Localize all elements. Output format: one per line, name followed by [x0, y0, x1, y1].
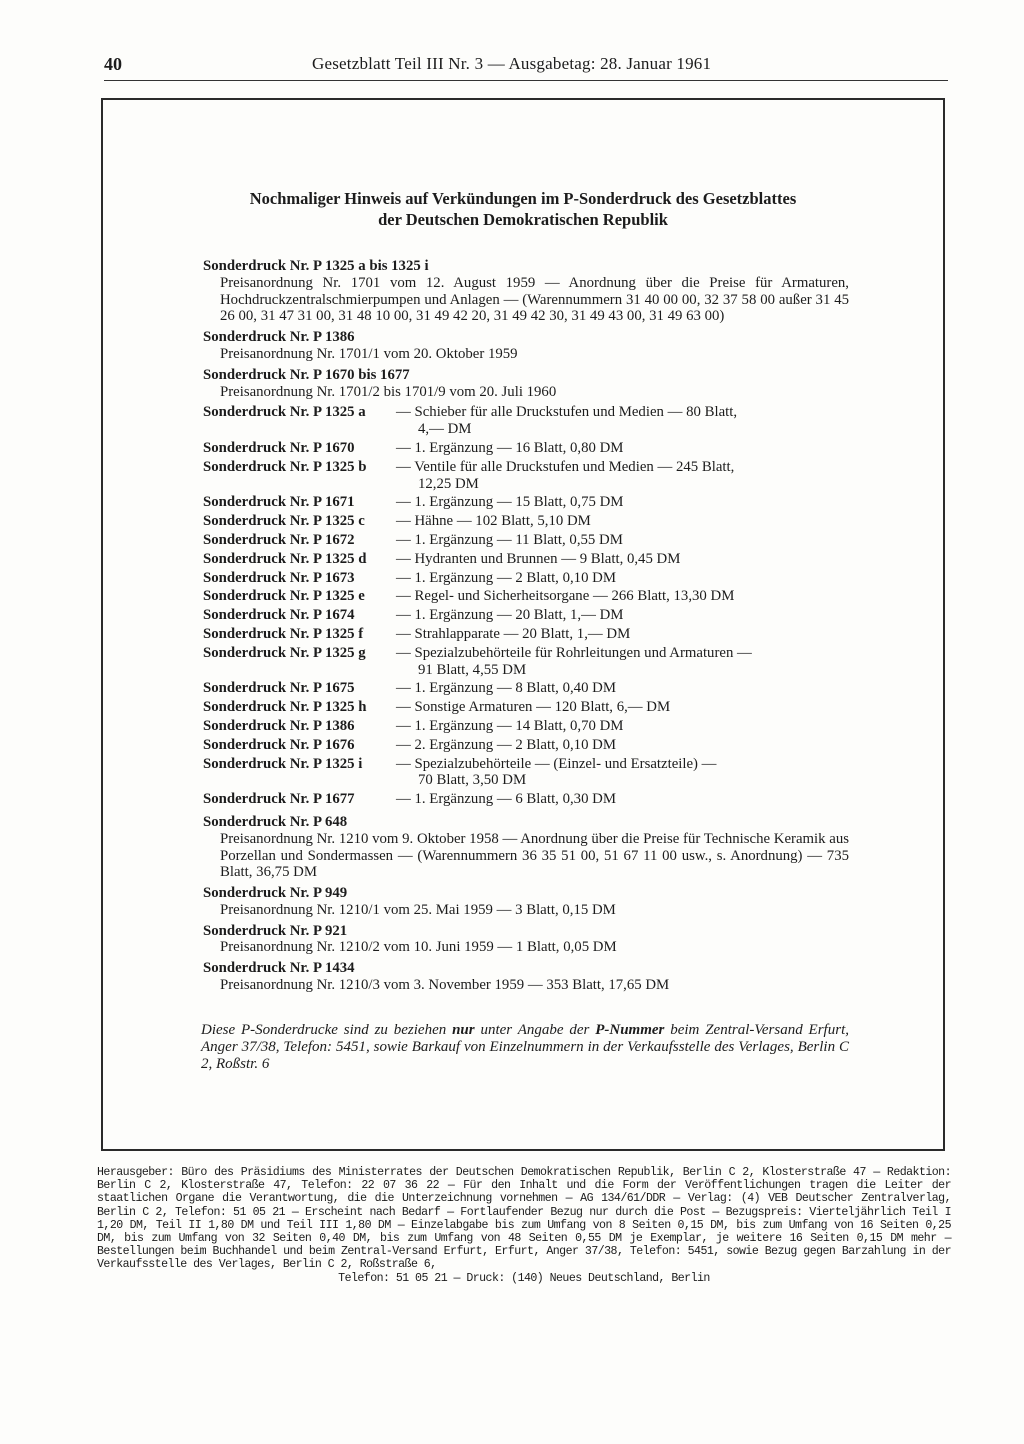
list-item — [203, 814, 849, 881]
list-row — [203, 699, 849, 716]
list-row — [203, 680, 849, 697]
sonderdruck-label: Sonderdruck Nr. P 1677 — [203, 791, 355, 808]
ordering-note-emphasis: nur — [452, 1022, 475, 1038]
sonderdruck-label: Sonderdruck Nr. P 1325 i — [203, 755, 363, 772]
list-row — [203, 440, 849, 457]
list-item — [203, 885, 849, 919]
sonderdruck-description: Preisanordnung Nr. 1701/1 vom 20. Oktober 1959 — [220, 345, 518, 362]
sonderdruck-label: Sonderdruck Nr. P 1670 bis 1677 — [203, 366, 410, 383]
row-text: — 1. Ergänzung — 8 Blatt, 0,40 DM — [396, 680, 617, 697]
sonderdruck-label: Sonderdruck Nr. P 1325 c — [203, 513, 365, 530]
row-continuation: 4,— DM — [418, 421, 472, 438]
list-item — [203, 367, 849, 401]
sonderdruck-label: Sonderdruck Nr. P 949 — [203, 885, 348, 902]
row-text: — Strahlapparate — 20 Blatt, 1,— DM — [396, 625, 631, 642]
sonderdruck-text — [396, 551, 849, 568]
row-text: — Hydranten und Brunnen — 9 Blatt, 0,45 DM — [396, 550, 681, 567]
sonderdruck-text — [396, 737, 849, 754]
sonderdruck-text — [396, 532, 849, 549]
ordering-note-text: unter Angabe der — [480, 1022, 590, 1038]
sonderdruck-text — [396, 588, 849, 605]
list-row — [203, 404, 849, 438]
sonderdruck-label: Sonderdruck Nr. P 1325 e — [203, 588, 365, 605]
list-item — [203, 329, 849, 363]
list-row — [203, 551, 849, 568]
row-text: — 1. Ergänzung — 6 Blatt, 0,30 DM — [396, 791, 617, 808]
row-text: — Schieber für alle Druckstufen und Medien — 80 Blatt, — [396, 404, 738, 421]
sonderdruck-description: Preisanordnung Nr. 1701 vom 12. August 1959 — Anordnung über die Preise für Armaturen, Hochdruckzentralschmierpumpen und Anlagen — (Warennummern 31 40 00 00, 32 37 58 00 außer 31 45 26 00, 31 47 31 00, 31 48 10 00, 31 49 42 20, 31 49 42 30, 31 49 43 00, 31 49 63 00) — [220, 274, 849, 325]
sonderdruck-text — [396, 680, 849, 697]
sonderdruck-text — [396, 513, 849, 530]
row-text: — Hähne — 102 Blatt, 5,10 DM — [396, 513, 591, 530]
ordering-note — [201, 1022, 849, 1073]
sonderdruck-label: Sonderdruck Nr. P 1673 — [203, 569, 355, 586]
page-header — [104, 51, 948, 77]
sonderdruck-description: Preisanordnung Nr. 1210/1 vom 25. Mai 1959 — 3 Blatt, 0,15 DM — [220, 901, 616, 918]
row-text: — Regel- und Sicherheitsorgane — 266 Blatt, 13,30 DM — [396, 588, 735, 605]
list-row — [203, 459, 849, 493]
sonderdruck-text — [396, 756, 849, 790]
list-row — [203, 645, 849, 679]
ordering-note-emphasis: P-Nummer — [595, 1022, 665, 1038]
sonderdruck-text — [396, 699, 849, 716]
sonderdruck-label: Sonderdruck Nr. P 1676 — [203, 736, 355, 753]
row-text: — 2. Ergänzung — 2 Blatt, 0,10 DM — [396, 736, 617, 753]
sonderdruck-text — [396, 494, 849, 511]
sonderdruck-label: Sonderdruck Nr. P 1325 d — [203, 550, 367, 567]
running-head: Gesetzblatt Teil III Nr. 3 — Ausgabetag: 28. Januar 1961 — [312, 54, 712, 73]
sonderdruck-text — [396, 404, 849, 438]
row-text: — 1. Ergänzung — 20 Blatt, 1,— DM — [396, 607, 624, 624]
page-number: 40 — [104, 54, 122, 74]
imprint-text: Herausgeber: Büro des Präsidiums des Ministerrates der Deutschen Demokratischen Republik, Berlin C 2, Klosterstraße 47 — Redaktion: Berlin C 2, Klosterstraße 47, Telefon: 22 07 36 22 — Für den Inhalt und die Form der Veröffentlichungen tragen die Leiter der staatlichen Organe die Verantwortung, die die Unterzeichnung vornehmen — AG 134/61/DDR — Verlag: (4) VEB Deutscher Zentralverlag, Berlin C 2, Telefon: 51 05 21 — Erscheint nach Bedarf — Fortlaufender Bezug nur durch die Post — Bezugspreis: Vierteljährlich Teil I 1,20 DM, Teil II 1,80 DM und Teil III 1,80 DM — Einzelabgabe bis zum Umfang von 8 Seiten 0,15 DM, bis zum Umfang von 16 Seiten 0,25 DM, bis zum Umfang von 32 Seiten 0,40 DM, bis zum Umfang von 48 Seiten 0,55 DM je Exemplar, je weitere 16 Seiten 0,15 DM mehr — Bestellungen beim Buchhandel und beim Zentral-Versand Erfurt, Erfurt, Anger 37/38, Telefon: 5451, sowie Bezug gegen Barzahlung in der Verkaufsstelle des Verlages, Berlin C 2, Roßstraße 6, — [97, 1166, 951, 1272]
row-text: — Spezialzubehörteile — (Einzel- und Ersatzteile) — — [396, 755, 717, 772]
sonderdruck-label: Sonderdruck Nr. P 1325 a bis 1325 i — [203, 258, 429, 274]
list-row — [203, 513, 849, 530]
sonderdruck-label: Sonderdruck Nr. P 648 — [203, 813, 348, 830]
sonderdruck-list — [203, 258, 849, 998]
sonderdruck-description: Preisanordnung Nr. 1701/2 bis 1701/9 vom 20. Juli 1960 — [220, 383, 557, 400]
sonderdruck-label: Sonderdruck Nr. P 1325 f — [203, 625, 364, 642]
notice-title — [170, 188, 876, 230]
sonderdruck-description: Preisanordnung Nr. 1210 vom 9. Oktober 1958 — Anordnung über die Preise für Technische Keramik aus Porzellan und Sondermassen — (Warennummern 36 35 51 00, 51 67 11 00 usw., s. Anordnung) — 735 Blatt, 36,75 DM — [220, 830, 849, 881]
list-row — [203, 626, 849, 643]
imprint-last-line: Telefon: 51 05 21 — Druck: (140) Neues Deutschland, Berlin — [338, 1271, 710, 1285]
sonderdruck-label: Sonderdruck Nr. P 1386 — [203, 329, 355, 346]
ordering-note-text: beim Zentral-Versand Erfurt, Anger 37/38, Telefon: 5451, sowie Barkauf von Einzelnummern in der Verkaufsstelle des Verlages, Berlin C 2, Roßstr. 6 — [201, 1022, 849, 1072]
sonderdruck-label: Sonderdruck Nr. P 1671 — [203, 494, 355, 511]
sonderdruck-label: Sonderdruck Nr. P 1325 a — [203, 404, 366, 421]
sonderdruck-label: Sonderdruck Nr. P 1325 g — [203, 644, 366, 661]
sonderdruck-text — [396, 791, 849, 808]
row-continuation: 91 Blatt, 4,55 DM — [418, 661, 527, 678]
list-row — [203, 532, 849, 549]
sonderdruck-label: Sonderdruck Nr. P 1674 — [203, 607, 355, 624]
row-text: — 1. Ergänzung — 16 Blatt, 0,80 DM — [396, 439, 624, 456]
row-text: — Sonstige Armaturen — 120 Blatt, 6,— DM — [396, 699, 671, 716]
notice-title-line: Nochmaliger Hinweis auf Verkündungen im P-Sonderdruck des Gesetzblattes — [249, 189, 797, 208]
list-item — [203, 923, 849, 957]
row-text: — 1. Ergänzung — 14 Blatt, 0,70 DM — [396, 717, 624, 734]
list-row — [203, 588, 849, 605]
row-text: — 1. Ergänzung — 11 Blatt, 0,55 DM — [396, 531, 623, 548]
row-text: — 1. Ergänzung — 15 Blatt, 0,75 DM — [396, 494, 624, 511]
sonderdruck-text — [396, 626, 849, 643]
sonderdruck-text — [396, 459, 849, 493]
list-row — [203, 570, 849, 587]
sonderdruck-text — [396, 440, 849, 457]
row-text: — 1. Ergänzung — 2 Blatt, 0,10 DM — [396, 569, 617, 586]
sonderdruck-label: Sonderdruck Nr. P 1386 — [203, 717, 355, 734]
notice-title-line: der Deutschen Demokratischen Republik — [378, 210, 668, 229]
row-continuation: 70 Blatt, 3,50 DM — [418, 772, 527, 789]
sonderdruck-text — [396, 718, 849, 735]
list-row — [203, 718, 849, 735]
sonderdruck-label: Sonderdruck Nr. P 1670 — [203, 439, 355, 456]
sonderdruck-description: Preisanordnung Nr. 1210/2 vom 10. Juni 1959 — 1 Blatt, 0,05 DM — [220, 939, 617, 956]
list-row — [203, 756, 849, 790]
row-text: — Spezialzubehörteile für Rohrleitungen und Armaturen — — [396, 644, 752, 661]
sonderdruck-label: Sonderdruck Nr. P 1675 — [203, 680, 355, 697]
row-continuation: 12,25 DM — [418, 475, 479, 492]
list-row — [203, 791, 849, 808]
list-item — [203, 258, 849, 325]
sonderdruck-label: Sonderdruck Nr. P 1434 — [203, 960, 355, 977]
ordering-note-text: Diese P-Sonderdrucke sind zu beziehen — [201, 1022, 447, 1038]
list-item — [203, 960, 849, 994]
sonderdruck-label: Sonderdruck Nr. P 1325 h — [203, 699, 367, 716]
sonderdruck-label: Sonderdruck Nr. P 921 — [203, 922, 348, 939]
sonderdruck-text — [396, 570, 849, 587]
sonderdruck-label: Sonderdruck Nr. P 1325 b — [203, 458, 367, 475]
publisher-imprint — [97, 1166, 951, 1285]
sonderdruck-text — [396, 645, 849, 679]
header-rule — [104, 80, 948, 81]
list-row — [203, 737, 849, 754]
list-row — [203, 494, 849, 511]
sonderdruck-description: Preisanordnung Nr. 1210/3 vom 3. November 1959 — 353 Blatt, 17,65 DM — [220, 977, 670, 994]
sonderdruck-text — [396, 607, 849, 624]
list-row — [203, 607, 849, 624]
sonderdruck-label: Sonderdruck Nr. P 1672 — [203, 531, 355, 548]
row-text: — Ventile für alle Druckstufen und Medien — 245 Blatt, — [396, 458, 735, 475]
